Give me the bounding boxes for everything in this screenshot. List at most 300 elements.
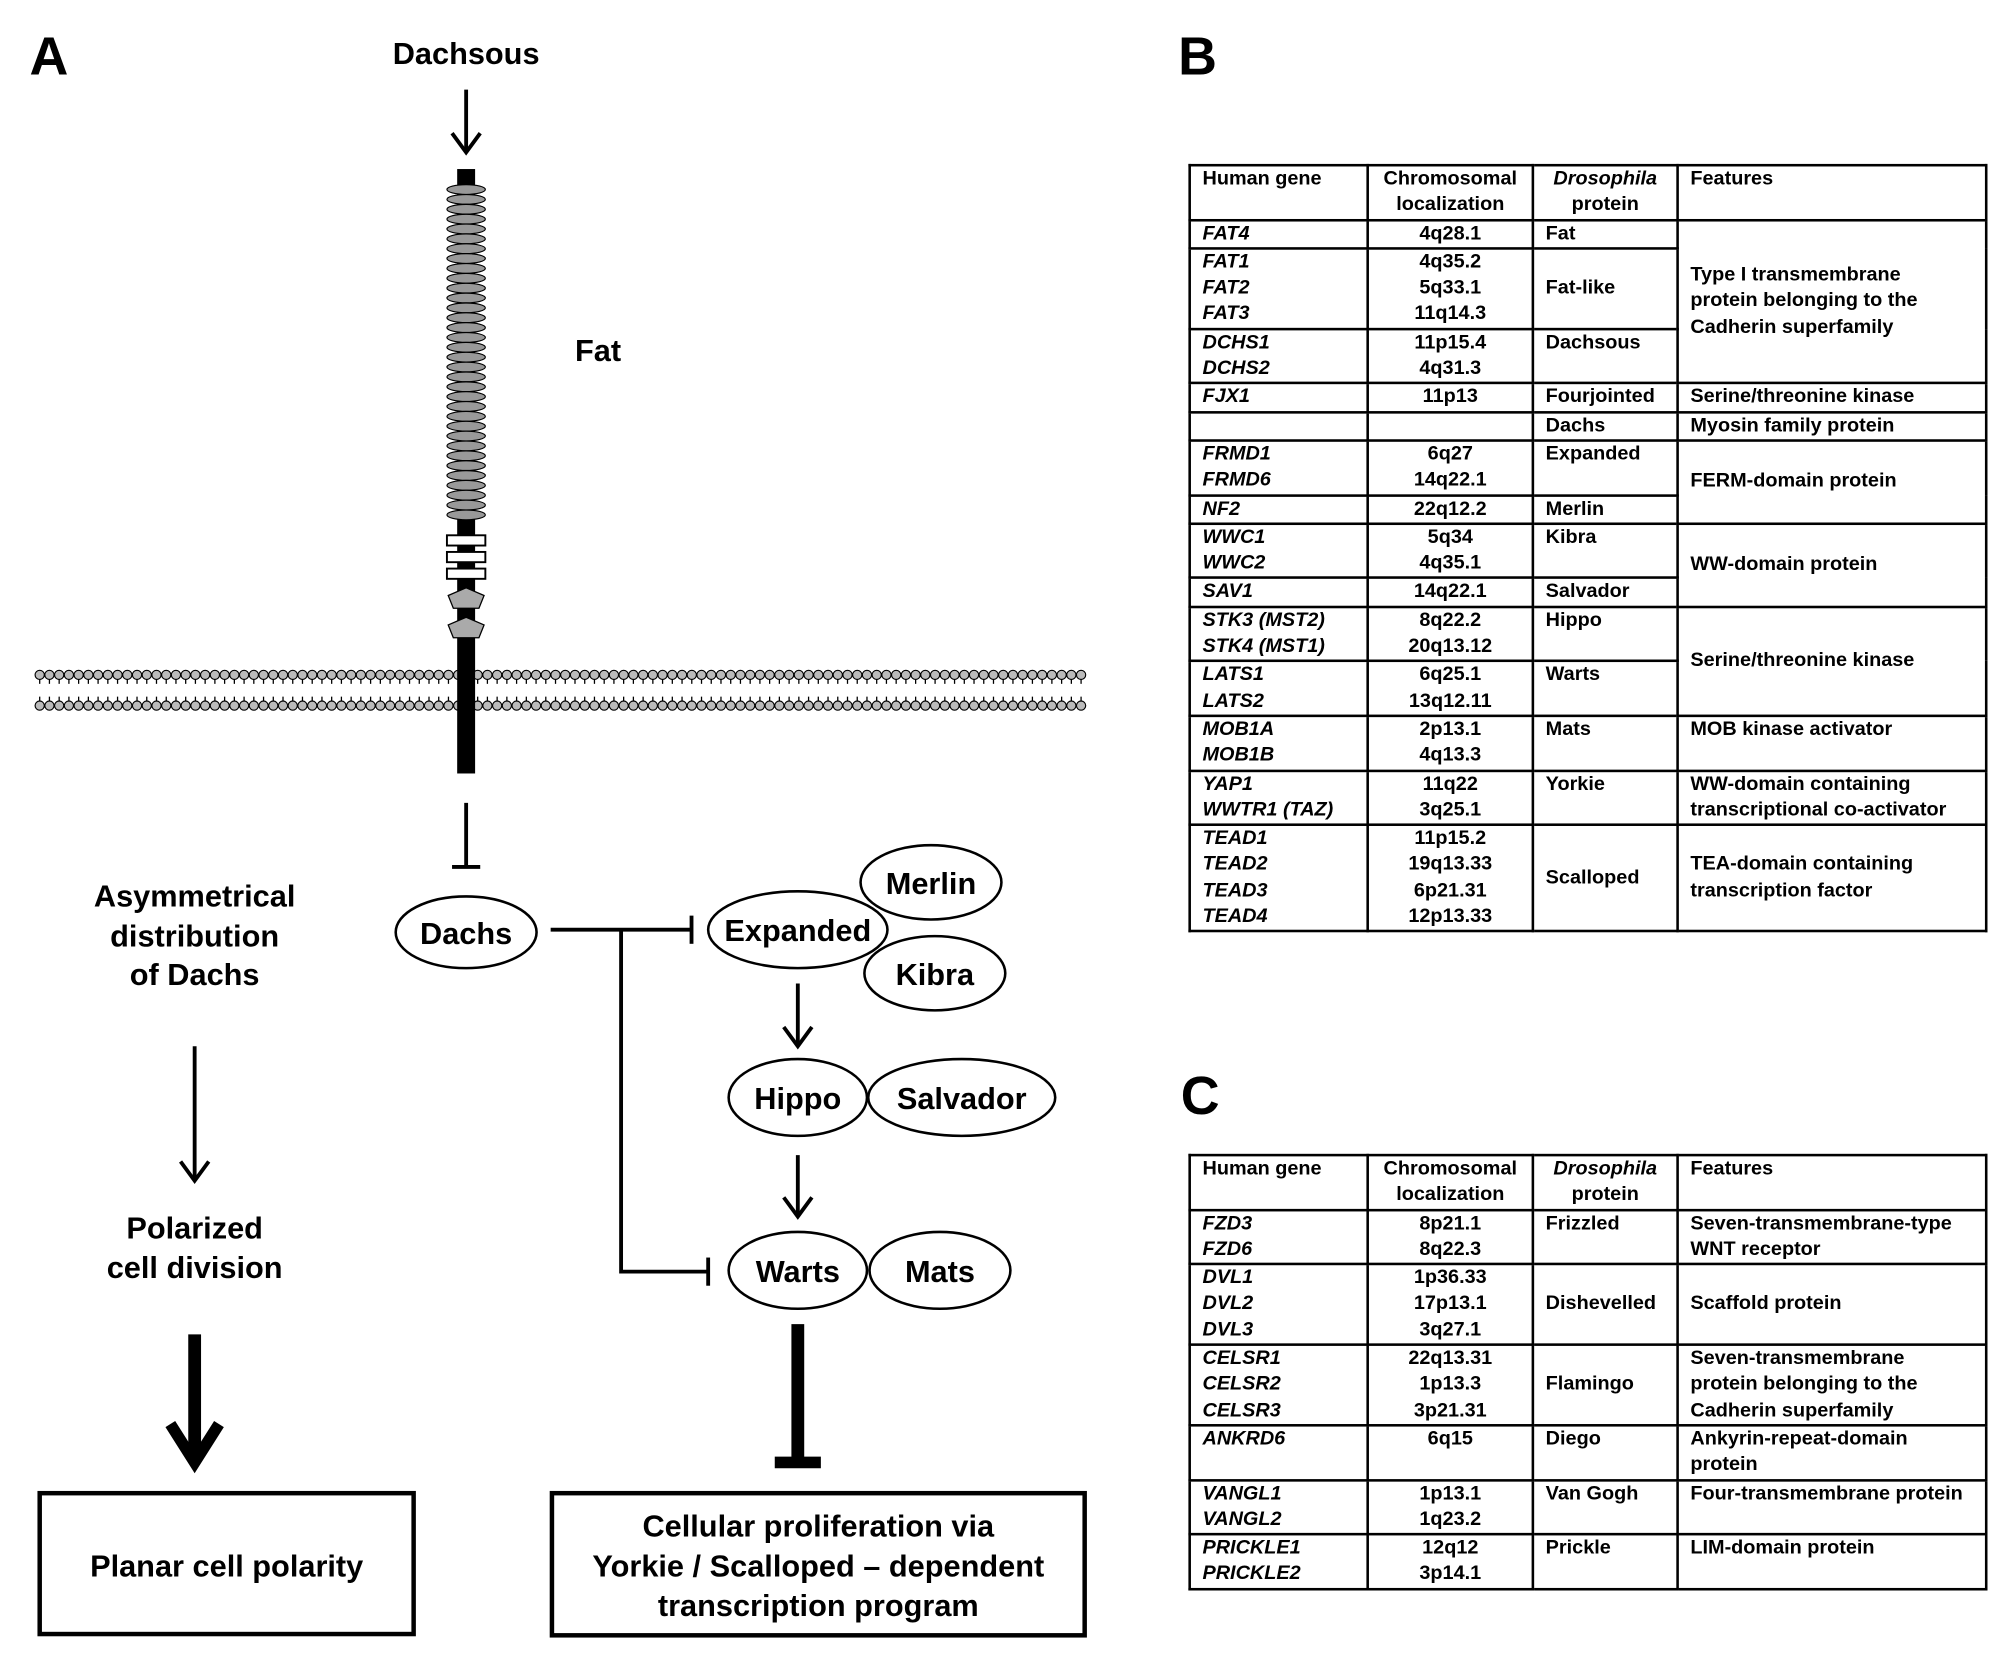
lipid-head: [940, 701, 949, 710]
drosophila-protein-cell: Diego: [1533, 1425, 1678, 1480]
lipid-head: [969, 701, 978, 710]
lipid-head: [1038, 701, 1047, 710]
lipid-head: [93, 701, 102, 710]
gene-cell: [1190, 1264, 1368, 1345]
localization: 3q27.1: [1419, 1318, 1482, 1341]
lipid-head: [210, 670, 219, 679]
lipid-head: [220, 670, 229, 679]
lipid-head: [288, 701, 297, 710]
arrow-to-polarized-division: [181, 1046, 209, 1180]
thick-arrow-to-pcp: [170, 1334, 219, 1462]
lipid-head: [132, 701, 141, 710]
localization: 8q22.3: [1419, 1238, 1482, 1260]
gene-cell: [1190, 1534, 1368, 1589]
gene-cell: [1190, 1210, 1368, 1265]
cadherin-repeat: [447, 431, 485, 441]
localization: 8q22.2: [1419, 609, 1482, 632]
localization: 1p36.33: [1413, 1266, 1487, 1289]
lipid-head: [658, 670, 667, 679]
localization-cell: [1368, 1264, 1533, 1345]
gene-name: TEAD4: [1202, 905, 1268, 928]
cadherin-repeat: [447, 382, 485, 392]
gene-name: WWC2: [1202, 552, 1266, 574]
gene-name: TEAD3: [1202, 879, 1268, 902]
left-text-line: cell division: [106, 1250, 283, 1286]
cadherin-repeat: [447, 323, 485, 333]
cadherin-repeat: [447, 264, 485, 274]
gene-name: TEAD1: [1202, 827, 1268, 850]
features-cell: FERM-domain protein: [1678, 440, 1987, 523]
lipid-head: [444, 701, 453, 710]
gene-name: TEAD2: [1202, 853, 1268, 876]
hippo-genes-table: [1188, 164, 1987, 933]
lipid-head: [1076, 670, 1085, 679]
lipid-head: [755, 701, 764, 710]
lipid-head: [590, 670, 599, 679]
gene-cell: [1190, 607, 1368, 662]
localization-cell: [1368, 825, 1533, 932]
lipid-head: [502, 701, 511, 710]
lipid-head: [337, 701, 346, 710]
localization-cell: [1368, 578, 1533, 607]
lipid-head: [230, 701, 239, 710]
lipid-head: [356, 701, 365, 710]
lipid-head: [142, 670, 151, 679]
lipid-head: [201, 670, 210, 679]
gene-name: ANKRD6: [1202, 1427, 1286, 1450]
lipid-head: [814, 670, 823, 679]
drosophila-protein-cell: Scalloped: [1533, 825, 1678, 932]
lipid-head: [483, 701, 492, 710]
features-cell: WW-domain protein: [1678, 524, 1987, 607]
localization: 6q15: [1427, 1427, 1473, 1450]
lipid-head: [570, 701, 579, 710]
localization-cell: [1368, 329, 1533, 384]
lipid-head: [541, 670, 550, 679]
localization-cell: [1368, 220, 1533, 249]
features-cell: Type I transmembrane protein belonging to the Cadherin superfamily: [1678, 220, 1987, 384]
localization-cell: [1368, 495, 1533, 524]
lipid-head: [619, 701, 628, 710]
localization: 1p13.3: [1419, 1373, 1482, 1396]
lipid-head: [1018, 701, 1027, 710]
lipid-head: [979, 670, 988, 679]
localization: 19q13.33: [1408, 853, 1493, 876]
drosophila-protein-cell: Merlin: [1533, 495, 1678, 524]
lipid-head: [1057, 701, 1066, 710]
lipid-head: [882, 670, 891, 679]
drosophila-protein-cell: Fat: [1533, 220, 1678, 249]
gene-cell: [1190, 1425, 1368, 1480]
gene-name: MOB1B: [1202, 744, 1275, 767]
header-row: [1190, 165, 1987, 220]
lipid-head: [794, 670, 803, 679]
localization: 11p15.4: [1414, 331, 1487, 354]
localization: 11q14.3: [1414, 302, 1487, 325]
lipid-head: [493, 670, 502, 679]
lipid-head: [181, 670, 190, 679]
lipid-head: [862, 701, 871, 710]
lipid-head: [668, 701, 677, 710]
hippo-label: Hippo: [754, 1080, 842, 1116]
cadherin-repeat: [447, 234, 485, 244]
lipid-head: [833, 670, 842, 679]
gene-cell: [1190, 716, 1368, 771]
lipid-head: [317, 670, 326, 679]
localization-cell: [1368, 412, 1533, 441]
gene-cell: [1190, 329, 1368, 384]
gene-cell: [1190, 661, 1368, 716]
lipid-head: [278, 670, 287, 679]
localization: 4q35.1: [1419, 552, 1482, 574]
lipid-head: [765, 701, 774, 710]
cadherin-repeat: [447, 441, 485, 451]
lipid-head: [35, 670, 44, 679]
drosophila-protein-cell: Fourjointed: [1533, 383, 1678, 412]
cadherin-repeat: [447, 303, 485, 313]
table-row: [1190, 1210, 1987, 1265]
inhibition-dachs-to-expanded-warts: [551, 916, 709, 1286]
left-text-line: Polarized: [126, 1210, 263, 1246]
lipid-head: [843, 670, 852, 679]
lipid-head: [395, 670, 404, 679]
cadherin-repeat: [447, 333, 485, 343]
lipid-head: [45, 701, 54, 710]
lipid-head: [142, 701, 151, 710]
lipid-head: [989, 670, 998, 679]
merlin-label: Merlin: [885, 865, 977, 901]
lipid-head: [162, 701, 171, 710]
lipid-head: [687, 701, 696, 710]
features-cell: Scaffold protein: [1678, 1264, 1987, 1345]
lipid-head: [327, 701, 336, 710]
lipid-head: [103, 701, 112, 710]
localization: 6q25.1: [1419, 663, 1482, 686]
gene-name: CELSR2: [1202, 1373, 1281, 1396]
cadherin-repeat: [447, 273, 485, 283]
lipid-head: [249, 701, 258, 710]
cadherin-repeat: [447, 411, 485, 421]
lipid-head: [191, 701, 200, 710]
localization-cell: [1368, 1480, 1533, 1535]
lipid-head: [804, 701, 813, 710]
lipid-head: [853, 701, 862, 710]
lipid-head: [823, 701, 832, 710]
localization-cell: [1368, 661, 1533, 716]
lipid-head: [609, 701, 618, 710]
gene-name: STK4 (MST1): [1202, 635, 1325, 658]
features-cell: Serine/threonine kinase: [1678, 607, 1987, 716]
cadherin-repeat: [447, 480, 485, 490]
lipid-head: [269, 670, 278, 679]
gene-name: WWTR1 (TAZ): [1202, 798, 1334, 821]
localization: 4q28.1: [1419, 222, 1482, 245]
gene-name: NF2: [1202, 497, 1241, 520]
lipid-head: [716, 701, 725, 710]
localization: [1380, 1453, 1520, 1479]
header-drosophila-protein: Drosophila protein: [1533, 165, 1678, 220]
lipid-head: [999, 701, 1008, 710]
lipid-head: [561, 701, 570, 710]
table-row: [1190, 1480, 1987, 1535]
localization: 20q13.12: [1408, 635, 1493, 658]
localization: 22q12.2: [1413, 497, 1487, 520]
arrow-dachsous-to-fat: [452, 90, 480, 153]
localization: 6q27: [1427, 443, 1473, 465]
lipid-head: [210, 701, 219, 710]
lipid-head: [619, 670, 628, 679]
features-cell: Myosin family protein: [1678, 412, 1987, 441]
gene-name: PRICKLE2: [1202, 1562, 1301, 1585]
lipid-head: [570, 670, 579, 679]
cadherin-repeat: [447, 490, 485, 500]
drosophila-protein-cell: Yorkie: [1533, 770, 1678, 825]
panel-label-c: C: [1180, 1065, 1220, 1126]
lipid-head: [531, 701, 540, 710]
lipid-head: [278, 701, 287, 710]
table-row: [1190, 412, 1987, 441]
salvador-label: Salvador: [896, 1080, 1027, 1116]
lipid-head: [298, 701, 307, 710]
localization-cell: [1368, 716, 1533, 771]
header-human-gene: Human gene: [1190, 1155, 1368, 1210]
lipid-head: [921, 701, 930, 710]
drosophila-protein-cell: Fat-like: [1533, 248, 1678, 329]
lipid-head: [298, 670, 307, 679]
localization: 2p13.1: [1419, 718, 1482, 741]
lipid-head: [64, 701, 73, 710]
header-chromosomal-localization: Chromosomal localization: [1368, 1155, 1533, 1210]
cadherin-repeat: [447, 451, 485, 461]
drosophila-protein-cell: Hippo: [1533, 607, 1678, 662]
lipid-head: [765, 670, 774, 679]
cadherin-repeat: [447, 283, 485, 293]
drosophila-protein-cell: Salvador: [1533, 578, 1678, 607]
localization: 3p21.31: [1413, 1399, 1487, 1422]
localization: 6p21.31: [1413, 879, 1487, 902]
lipid-head: [434, 701, 443, 710]
localization: 11q22: [1422, 772, 1478, 795]
cadherin-repeat: [447, 461, 485, 471]
lipid-head: [930, 670, 939, 679]
panel-label-b: B: [1178, 25, 1218, 86]
lipid-head: [950, 670, 959, 679]
lipid-head: [522, 670, 531, 679]
lipid-head: [1047, 701, 1056, 710]
lipid-head: [259, 701, 268, 710]
lipid-head: [327, 670, 336, 679]
lipid-head: [600, 670, 609, 679]
cadherin-repeat: [447, 185, 485, 195]
localization: 3q25.1: [1419, 798, 1482, 821]
lipid-head: [93, 670, 102, 679]
inhibition-fat-to-dachs: [452, 803, 480, 867]
lipid-head: [493, 701, 502, 710]
lipid-head: [629, 701, 638, 710]
lipid-head: [872, 701, 881, 710]
gene-cell: [1190, 524, 1368, 579]
lipid-head: [833, 701, 842, 710]
gene-name: FAT2: [1202, 276, 1250, 299]
kibra-label: Kibra: [895, 956, 975, 992]
lipid-head: [123, 670, 132, 679]
lipid-head: [716, 670, 725, 679]
cadherin-repeat: [447, 244, 485, 254]
header-row: [1190, 1155, 1987, 1210]
cadherin-repeat: [447, 362, 485, 372]
localization: 1q23.2: [1419, 1508, 1482, 1531]
table-row: [1190, 524, 1987, 579]
lipid-head: [512, 701, 521, 710]
gene-name: VANGL1: [1202, 1482, 1282, 1505]
lipid-head: [755, 670, 764, 679]
lipid-head: [580, 670, 589, 679]
gene-cell: [1190, 495, 1368, 524]
gene-name: CELSR1: [1202, 1347, 1281, 1370]
lipid-head: [736, 701, 745, 710]
features-cell: LIM-domain protein: [1678, 1534, 1987, 1589]
lipid-head: [415, 670, 424, 679]
features-cell: MOB kinase activator: [1678, 716, 1987, 771]
features-cell: WW-domain containing transcriptional co-activator: [1678, 770, 1987, 825]
lipid-head: [950, 701, 959, 710]
gene-cell: [1190, 220, 1368, 249]
lipid-head: [483, 670, 492, 679]
localization: 17p13.1: [1413, 1292, 1487, 1315]
features-cell: Seven-transmembrane-type WNT receptor: [1678, 1210, 1987, 1265]
lipid-head: [385, 701, 394, 710]
mats-label: Mats: [904, 1253, 975, 1289]
gene-name: LATS1: [1202, 663, 1264, 686]
lipid-head: [1008, 701, 1017, 710]
table-row: [1190, 1264, 1987, 1345]
lipid-head: [424, 670, 433, 679]
localization: 12q12: [1422, 1536, 1479, 1559]
table-row: [1190, 1534, 1987, 1589]
lipid-head: [132, 670, 141, 679]
features-cell: Four-transmembrane protein: [1678, 1480, 1987, 1535]
lipid-head: [84, 701, 93, 710]
lipid-head: [376, 670, 385, 679]
lipid-head: [648, 701, 657, 710]
localization: 14q22.1: [1413, 469, 1487, 491]
cadherin-repeat: [447, 204, 485, 214]
lipid-head: [580, 701, 589, 710]
cadherin-repeat: [447, 224, 485, 234]
header-chromosomal-localization: Chromosomal localization: [1368, 165, 1533, 220]
lipid-head: [1008, 670, 1017, 679]
lipid-head: [746, 670, 755, 679]
table-row: [1190, 607, 1987, 662]
lipid-head: [600, 701, 609, 710]
lipid-head: [522, 701, 531, 710]
gene-name: FZD6: [1202, 1238, 1253, 1260]
arrow-expanded-to-hippo: [784, 984, 812, 1047]
gene-name: [1202, 1453, 1354, 1479]
lipid-head: [853, 670, 862, 679]
gene-name: FAT4: [1202, 222, 1250, 245]
lipid-head: [541, 701, 550, 710]
lipid-head: [1067, 670, 1076, 679]
lipid-head: [191, 670, 200, 679]
cadherin-repeat: [447, 293, 485, 303]
gene-name: CELSR3: [1202, 1399, 1281, 1422]
lipid-head: [201, 701, 210, 710]
lipid-head: [1057, 670, 1066, 679]
lipid-head: [814, 701, 823, 710]
lipid-head: [1028, 701, 1037, 710]
warts-label: Warts: [755, 1253, 840, 1289]
lipid-head: [230, 670, 239, 679]
localization: 4q35.2: [1419, 250, 1482, 273]
lipid-head: [677, 701, 686, 710]
lipid-head: [930, 701, 939, 710]
lipid-head: [911, 701, 920, 710]
localization-cell: [1368, 1210, 1533, 1265]
localization: 13q12.11: [1408, 689, 1492, 712]
localization: 11p13: [1422, 385, 1478, 408]
lipid-head: [171, 701, 180, 710]
localization: 11p15.2: [1414, 827, 1487, 850]
cadherin-repeat: [447, 313, 485, 323]
cadherin-repeat: [447, 254, 485, 264]
localization: 3p14.1: [1419, 1562, 1482, 1585]
proliferation-line: transcription program: [657, 1588, 979, 1624]
gene-name: DCHS1: [1202, 331, 1270, 354]
table-row: [1190, 770, 1987, 825]
localization: 5q33.1: [1419, 276, 1482, 299]
lipid-head: [629, 670, 638, 679]
left-text-line: distribution: [110, 918, 280, 954]
panel-label-a: A: [29, 25, 69, 86]
gene-name: LATS2: [1202, 689, 1264, 712]
lipid-head: [999, 670, 1008, 679]
lipid-head: [347, 670, 356, 679]
lipid-head: [444, 670, 453, 679]
lipid-head: [424, 701, 433, 710]
lipid-head: [415, 701, 424, 710]
lipid-head: [152, 670, 161, 679]
localization: 4q13.3: [1419, 744, 1482, 767]
drosophila-protein-cell: Warts: [1533, 661, 1678, 716]
gene-name: DCHS2: [1202, 357, 1270, 380]
drosophila-protein-cell: Expanded: [1533, 440, 1678, 495]
lipid-head: [308, 670, 317, 679]
cadherin-repeat: [447, 342, 485, 352]
lipid-head: [74, 701, 83, 710]
localization: [1380, 413, 1520, 439]
cadherin-repeat: [447, 195, 485, 205]
header-drosophila-protein: Drosophila protein: [1533, 1155, 1678, 1210]
lipid-head: [55, 701, 64, 710]
gene-cell: [1190, 1480, 1368, 1535]
gene-cell: [1190, 825, 1368, 932]
localization-cell: [1368, 1345, 1533, 1426]
cadherin-repeat: [447, 510, 485, 520]
lipid-head: [697, 701, 706, 710]
lipid-head: [220, 701, 229, 710]
gene-cell: [1190, 578, 1368, 607]
table-row: [1190, 383, 1987, 412]
lipid-head: [308, 701, 317, 710]
lipid-head: [1076, 701, 1085, 710]
gene-name: STK3 (MST2): [1202, 609, 1325, 632]
expanded-label: Expanded: [724, 913, 872, 949]
lipid-head: [405, 701, 414, 710]
lipid-head: [347, 701, 356, 710]
planar-cell-polarity-label: Planar cell polarity: [90, 1548, 364, 1584]
lipid-head: [113, 701, 122, 710]
